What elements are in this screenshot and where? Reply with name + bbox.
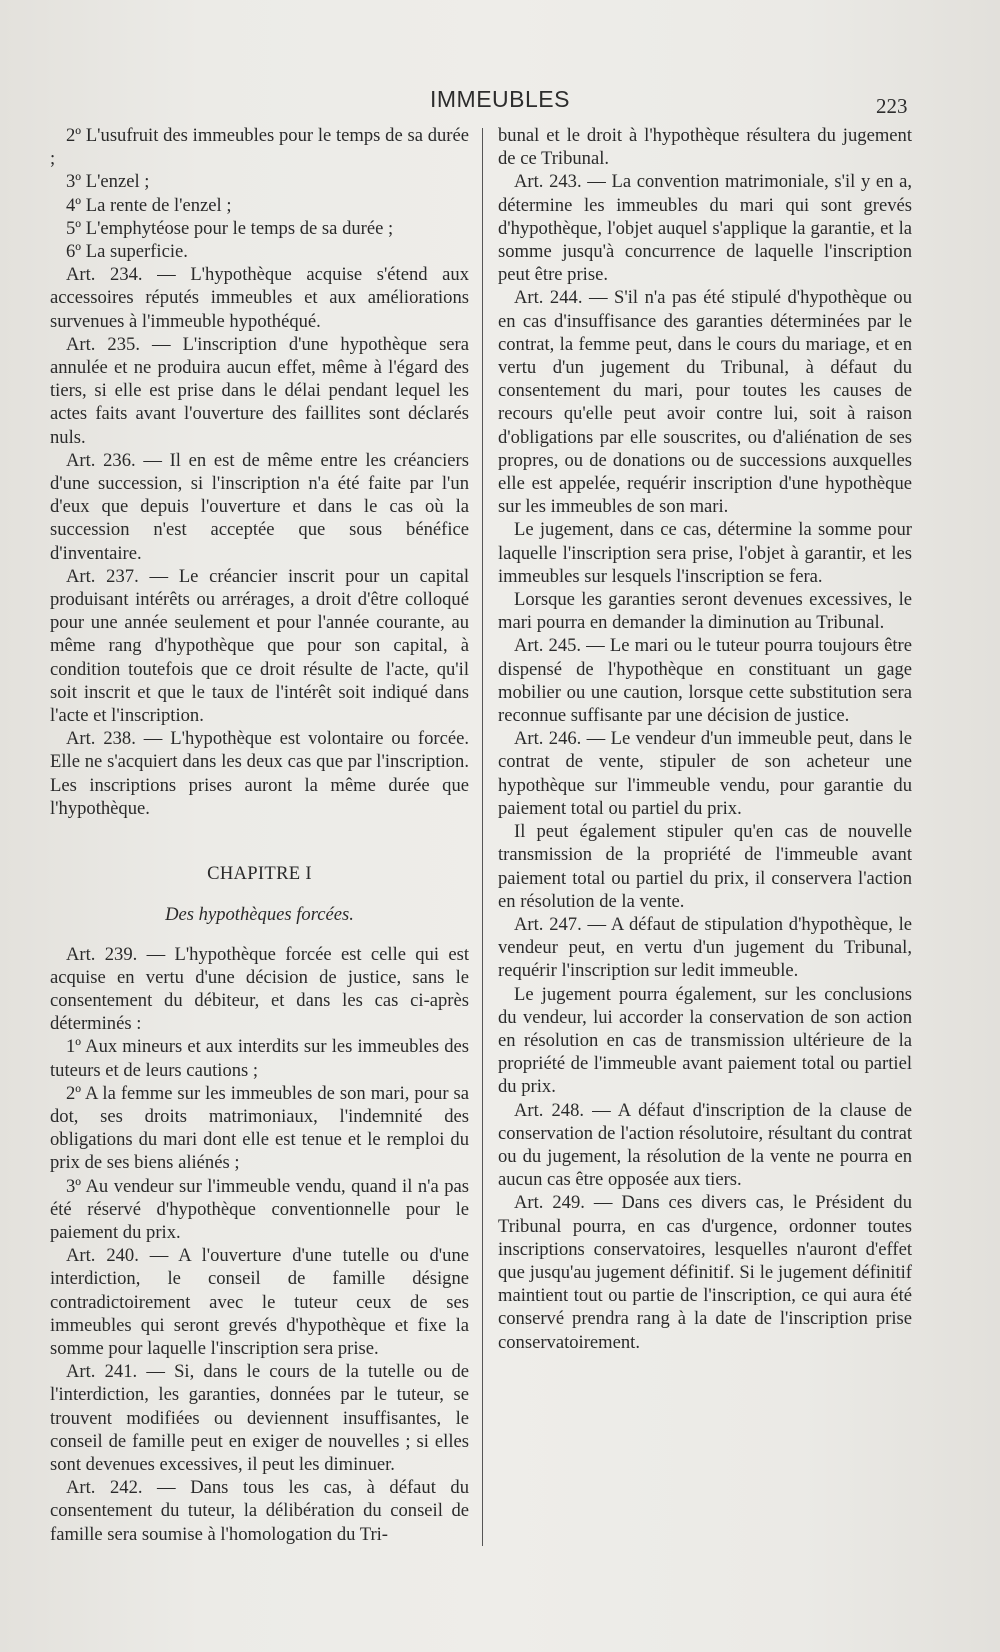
article-236: Art. 236. — Il en est de même entre les créanciers d'une succession, si l'inscription n'a été faite par l'un d'eux que depuis l'ouverture et dans le cas où la succession n'est acceptée que sous bénéfice d'inventaire.	[50, 449, 469, 564]
paragraph: 2º A la femme sur les immeubles de son mari, pour sa dot, ses droits matrimoniaux, l'indemnité des obligations du mari dont elle est tenue et le remploi du prix de ses biens aliénés ;	[50, 1082, 469, 1174]
left-column	[50, 124, 469, 1546]
article-238: Art. 238. — L'hypothèque est volontaire ou forcée. Elle ne s'acquiert dans les deux cas que par l'inscription. Les inscriptions prises auront la même durée que l'hypothèque.	[50, 728, 469, 819]
column-divider	[482, 128, 483, 1546]
article-249: Art. 249. — Dans ces divers cas, le Président du Tribunal pourra, en cas d'urgence, ordonner toutes inscriptions conservatoires, lesquelles n'auront d'effet que jusqu'au jugement définitif. Si le jugement définitif maintient tout ou partie de l'inscription, ce qui aura été conservé prendra rang à la date de l'inscription prise conservatoirement.	[498, 1192, 912, 1353]
paragraph: 6º La superficie.	[66, 241, 188, 263]
article-246: Art. 246. — Le vendeur d'un immeuble peut, dans le contrat de vente, stipuler de son acheteur une hypothèque sur l'immeuble vendu, pour garantie du paiement total ou partiel du prix.	[498, 728, 912, 819]
article-248: Art. 248. — A défaut d'inscription de la clause de conservation de l'action résolutoire, résultant du contrat ou du jugement, la résolution de la vente ne pourra en aucun cas être opposée aux tiers.	[498, 1099, 912, 1191]
article-244: Art. 244. — S'il n'a pas été stipulé d'hypothèque ou en cas d'insuffisance des garanties déterminées par le contrat, la femme peut, dans le cours du mariage, et en vertu d'un jugement du Tribunal, à défaut du consentement du mari, pour toutes les causes de recours qu'elle peut avoir contre lui, soit à raison d'obligations par elle souscrites, ou d'aliénation de ses propres, ou de donations ou de successions auxquelles elle est appelée, requérir inscription d'une hypothèque sur les immeubles de son mari.	[498, 287, 912, 518]
page-number: 223	[876, 94, 908, 118]
article-241: Art. 241. — Si, dans le cours de la tutelle ou de l'interdiction, les garanties, données par le tuteur, se trouvent modifiées ou deviennent insuffisantes, le conseil de famille peut en exiger de nouvelles ; si elles sont devenues excessives, il peut les diminuer.	[50, 1361, 469, 1475]
chapter-title: CHAPITRE I	[207, 863, 312, 885]
paragraph: bunal et le droit à l'hypothèque résultera du jugement de ce Tribunal.	[498, 125, 912, 170]
paragraph: Lorsque les garanties seront devenues excessives, le mari pourra en demander la diminution au Tribunal.	[498, 589, 912, 634]
chapter-subtitle: Des hypothèques forcées.	[165, 904, 354, 926]
article-235: Art. 235. — L'inscription d'une hypothèque sera annulée et ne produira aucun effet, même à l'égard des tiers, si elle est prise dans le délai pendant lequel les actes faits avant l'ouverture des faillites sont déclarés nuls.	[50, 333, 469, 448]
article-239: Art. 239. — L'hypothèque forcée est celle qui est acquise en vertu d'une décision de justice, sans le consentement du débiteur, et dans les cas ci-après déterminés :	[50, 943, 469, 1035]
paragraph: 5º L'emphytéose pour le temps de sa durée ;	[66, 217, 394, 239]
article-243: Art. 243. — La convention matrimoniale, s'il y en a, détermine les immeubles du mari qui sont grevés d'hypothèque, l'objet auquel s'applique la garantie, et la somme jusqu'à concurrence de laquelle l'inscription peut être prise.	[498, 171, 912, 286]
article-242: Art. 242. — Dans tous les cas, à défaut du consentement du tuteur, la délibération du conseil de famille sera soumise à l'homologation du Tri-	[50, 1477, 469, 1545]
paragraph: 1º Aux mineurs et aux interdits sur les immeubles des tuteurs et de leurs cautions ;	[50, 1036, 469, 1081]
article-237: Art. 237. — Le créancier inscrit pour un capital produisant intérêts ou arrérages, a droit d'être colloqué pour une année seulement et pour l'année courante, au même rang d'hypothèque que pour son capital, à condition toutefois que ce droit résulte de l'acte, qu'il soit inscrit et que le taux de l'intérêt soit indiqué dans l'acte et l'inscription.	[50, 565, 469, 727]
right-column	[498, 124, 912, 1354]
paragraph: 2º L'usufruit des immeubles pour le temps de sa durée ;	[50, 125, 469, 170]
article-234: Art. 234. — L'hypothèque acquise s'étend aux accessoires réputés immeubles et aux améliorations survenues à l'immeuble hypothéqué.	[50, 264, 469, 332]
article-240: Art. 240. — A l'ouverture d'une tutelle ou d'une interdiction, le conseil de famille désigne contradictoirement avec le tuteur ceux de ses immeubles qui seront grevés d'hypothèque et fixe la somme pour laquelle l'inscription sera prise.	[50, 1245, 469, 1359]
paragraph: 3º L'enzel ;	[66, 171, 150, 193]
running-header: IMMEUBLES	[430, 86, 570, 112]
article-247: Art. 247. — A défaut de stipulation d'hypothèque, le vendeur peut, en vertu d'un jugement du Tribunal, requérir l'inscription sur ledit immeuble.	[498, 913, 912, 982]
article-245: Art. 245. — Le mari ou le tuteur pourra toujours être dispensé de l'hypothèque en constituant un gage mobilier ou une caution, lorsque cette substitution sera reconnue suffisante par une décision de justice.	[498, 635, 912, 727]
paragraph: Le jugement pourra également, sur les conclusions du vendeur, lui accorder la conservation de son action en résolution en cas de transmission ultérieure de la propriété de l'immeuble avant paiement total ou partiel du prix.	[498, 983, 912, 1098]
paragraph: 3º Au vendeur sur l'immeuble vendu, quand il n'a pas été réservé d'hypothèque conventionnelle pour le paiement du prix.	[50, 1175, 469, 1243]
paragraph: 4º La rente de l'enzel ;	[66, 194, 232, 216]
paragraph: Il peut également stipuler qu'en cas de nouvelle transmission de la propriété de l'immeuble avant paiement total ou partiel du prix, il conservera l'action en résolution de la vente.	[498, 821, 912, 912]
paragraph: Le jugement, dans ce cas, détermine la somme pour laquelle l'inscription sera prise, l'objet à garantir, et les immeubles sur lesquels l'inscription se fera.	[498, 519, 912, 587]
